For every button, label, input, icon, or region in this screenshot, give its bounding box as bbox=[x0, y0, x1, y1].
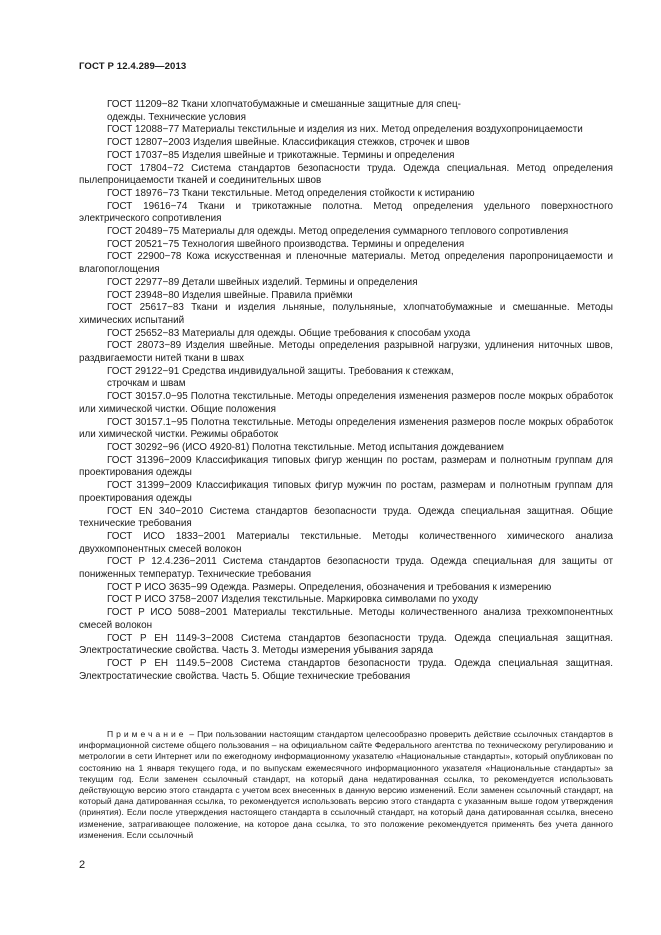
reference-item: ГОСТ 17804−72 Система стандартов безопасности труда. Одежда специальная. Метод определения пылепроницаемости тканей и соединительных швов bbox=[79, 162, 613, 187]
reference-item: ГОСТ 22977−89 Детали швейных изделий. Термины и определения bbox=[107, 276, 418, 288]
reference-item: ГОСТ 30157.0−95 Полотна текстильные. Методы определения изменения размеров после мокрых обработок или химической чистки. Общие положения bbox=[79, 391, 613, 415]
reference-item: ГОСТ 18976−73 Ткани текстильные. Метод определения стойкости к истиранию bbox=[107, 187, 475, 199]
reference-item: ГОСТ 29122−91 Средства индивидуальной защиты. Требования к стежкам, bbox=[107, 365, 454, 377]
reference-item: ГОСТ 11209−82 Ткани хлопчатобумажные и смешанные защитные для спец- bbox=[107, 99, 461, 110]
reference-item: ГОСТ 20521−75 Технология швейного производства. Термины и определения bbox=[107, 238, 465, 250]
note-lead: Примечание bbox=[107, 729, 187, 739]
reference-item: одежды. Технические условия bbox=[107, 111, 246, 123]
reference-item: ГОСТ 20489−75 Материалы для одежды. Метод определения суммарного теплового сопротивления bbox=[107, 226, 569, 238]
normative-references-list bbox=[79, 99, 613, 683]
reference-item: ГОСТ Р 12.4.236−2011 Система стандартов безопасности труда. Одежда специальная для защиты от пониженных температур. Технические требования bbox=[79, 556, 613, 581]
reference-item: ГОСТ 30157.1−95 Полотна текстильные. Методы определения изменения размеров после мокрых обработок или химической чистки. Режимы обработок bbox=[79, 416, 613, 441]
reference-item: ГОСТ 12807−2003 Изделия швейные. Классификация стежков, строчек и швов bbox=[107, 137, 470, 149]
reference-item: ГОСТ Р ЕН 1149-3−2008 Система стандартов безопасности труда. Одежда специальная защитная. Электростатические свойства. Часть 3. Методы измерения убывания заряда bbox=[79, 632, 613, 657]
reference-item: ГОСТ 31399−2009 Классификация типовых фигур мужчин по ростам, размерам и полнотным группам для проектирования одежды bbox=[79, 480, 613, 504]
document-header: ГОСТ Р 12.4.289—2013 bbox=[79, 61, 187, 72]
reference-item: ГОСТ 25617−83 Ткани и изделия льняные, полульняные, хлопчатобумажные и смешанные. Методы химических испытаний bbox=[79, 302, 613, 326]
reference-item: ГОСТ 25652−83 Материалы для одежды. Общие требования к способам ухода bbox=[107, 327, 471, 339]
reference-item: ГОСТ 28073−89 Изделия швейные. Методы определения разрывной нагрузки, удлинения ниточных швов, раздвигаемости нитей ткани в швах bbox=[79, 340, 613, 365]
reference-item: ГОСТ Р ИСО 5088−2001 Материалы текстильные. Методы количественного анализа трехкомпонентных смесей волокон bbox=[79, 607, 613, 631]
reference-item: ГОСТ Р ИСО 3635−99 Одежда. Размеры. Определения, обозначения и требования к измерению bbox=[107, 581, 552, 593]
reference-item: ГОСТ 17037−85 Изделия швейные и трикотажные. Термины и определения bbox=[107, 149, 455, 161]
note-text: – При пользовании настоящим стандартом целесообразно проверить действие ссылочных стандартов в информационной системе общего пользования – на официальном сайте Федерального агентства по техническому регулированию и метрологии в сети Интернет или по ежегодному информационному указателю «Национальные стандарты», который опубликован по состоянию на 1 января текущего года, и по выпускам ежемесячного информационного указателя «Национальные стандарты» за текущим год. Если заменен ссылочный стандарт, на который дана недатированная ссылка, то рекомендуется использовать действующую версию этого стандарта с учетом всех внесенных в данную версию изменений. Если заменен ссылочный стандарт, на который дана датированная ссылка, то рекомендуется использовать версию этого стандарта с указанным выше годом утверждения (принятия). Если после утверждения настоящего стандарта в ссылочный стандарт, на который дана датированная ссылка, внесено изменение, затрагивающее положение, на которое дана ссылка, то это положение рекомендуется применять без учета данного изменения. Если ссылочный bbox=[79, 729, 613, 840]
reference-item: ГОСТ 22900−78 Кожа искусственная и пленочные материалы. Метод определения паропроницаемости и влагопоглощения bbox=[79, 251, 613, 276]
reference-item: ГОСТ 19616−74 Ткани и трикотажные полотна. Метод определения удельного поверхностного электрического сопротивления bbox=[79, 200, 613, 225]
reference-item: ГОСТ EN 340−2010 Система стандартов безопасности труда. Одежда специальная защитная. Общие технические требования bbox=[79, 505, 613, 530]
reference-item: ГОСТ ИСО 1833−2001 Материалы текстильные. Методы количественного химического анализа двухкомпонентных смесей волокон bbox=[79, 530, 613, 555]
reference-item: ГОСТ 31396−2009 Классификация типовых фигур женщин по ростам, размерам и полнотным группам для проектирования одежды bbox=[79, 454, 613, 479]
reference-item: ГОСТ Р ЕН 1149.5−2008 Система стандартов безопасности труда. Одежда специальная защитная. Электростатические свойства. Часть 5. Общие технические требования bbox=[79, 657, 613, 682]
reference-item: ГОСТ 12088−77 Материалы текстильные и изделия из них. Метод определения воздухопроницаемости bbox=[107, 124, 583, 136]
note-paragraph bbox=[79, 729, 613, 841]
page-number: 2 bbox=[79, 859, 86, 871]
reference-item: ГОСТ 23948−80 Изделия швейные. Правила приёмки bbox=[107, 289, 353, 301]
reference-item: ГОСТ 30292−96 (ИСО 4920-81) Полотна текстильные. Метод испытания дождеванием bbox=[107, 441, 504, 453]
reference-item: строчкам и швам bbox=[107, 378, 186, 390]
reference-item: ГОСТ Р ИСО 3758−2007 Изделия текстильные. Маркировка символами по уходу bbox=[107, 594, 479, 606]
